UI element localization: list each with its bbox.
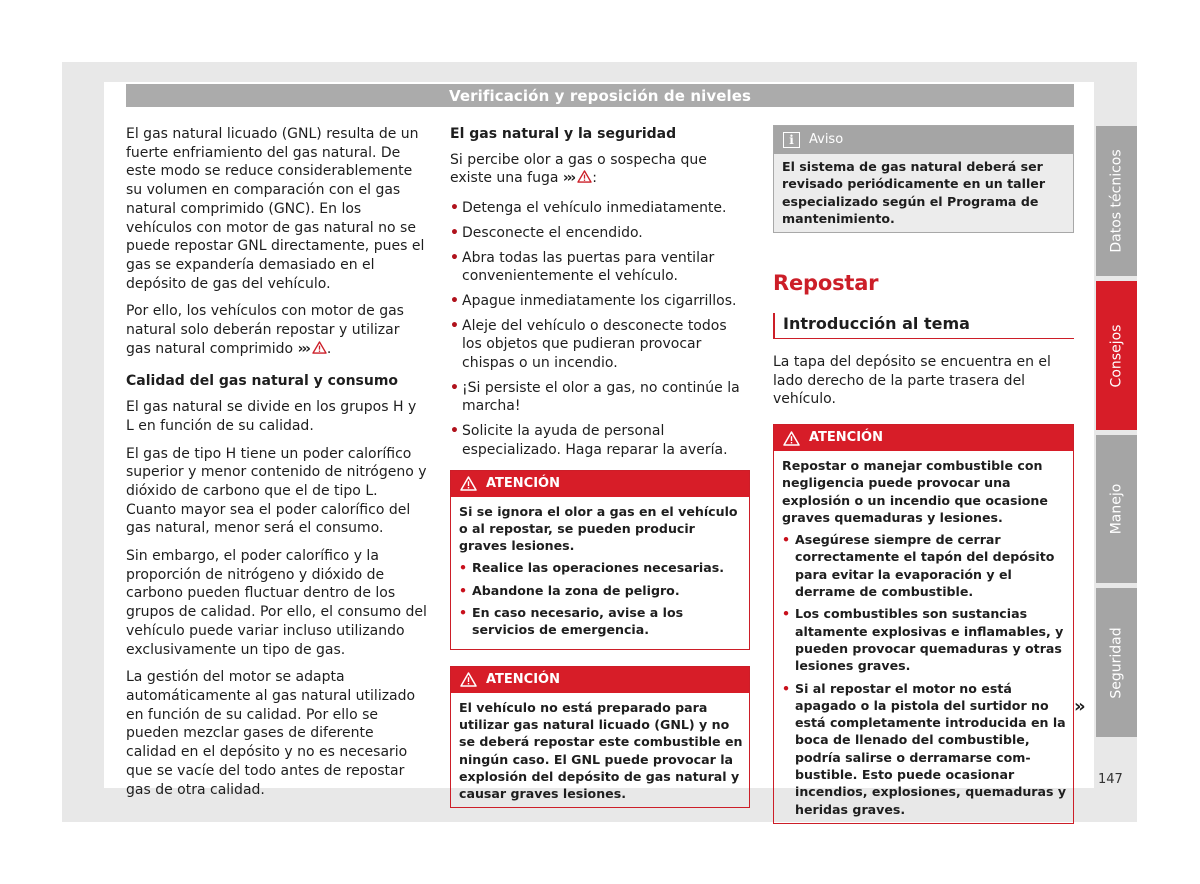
- tab-seguridad[interactable]: [1096, 588, 1137, 737]
- subsection-heading: Introducción al tema: [773, 313, 1074, 339]
- reference-arrows[interactable]: ›››: [562, 170, 575, 187]
- warning-box-body: [774, 451, 1073, 823]
- warning-box: [450, 470, 750, 650]
- tab-label: Seguridad: [1108, 626, 1125, 699]
- section-heading: Repostar: [773, 271, 879, 296]
- warning-box-header: [451, 471, 749, 497]
- list-item: • Solicite la ayuda de personal especializado. Haga reparar la avería.: [450, 422, 750, 459]
- warning-triangle-icon[interactable]: [577, 170, 592, 183]
- paragraph-text: Por ello, los vehículos con motor de gas natural solo deberán repostar y utilizar gas natural comprimido: [126, 303, 404, 357]
- warning-title: ATENCIÓN: [809, 430, 883, 446]
- column-3: [773, 125, 1074, 840]
- warning-box-header: [774, 425, 1073, 451]
- warning-box: [773, 424, 1074, 824]
- warning-title: ATENCIÓN: [486, 475, 560, 491]
- warning-bullet: • Abandone la zona de peligro.: [459, 582, 743, 599]
- page-number: 147: [1098, 772, 1123, 787]
- warning-triangle-icon: [460, 476, 477, 491]
- paragraph: La tapa del depósito se encuentra en el lado derecho de la parte trasera del vehículo.: [773, 353, 1051, 408]
- tab-consejos[interactable]: [1096, 281, 1137, 430]
- warning-text: Repostar o manejar combustible con negligencia puede provocar una explosión o un incendio que ocasione graves quemaduras y lesiones.: [782, 458, 1048, 525]
- warning-bullet: • En caso necesario, avise a los servicios de emergencia.: [459, 604, 743, 639]
- warning-triangle-icon: [460, 672, 477, 687]
- warning-triangle-icon[interactable]: [312, 341, 327, 354]
- paragraph: El gas de tipo H tiene un poder calorífico superior y menor contenido de nitrógeno y dióxido de carbono que el de tipo L. Cuanto mayor sea el poder calorífico del gas natural, menor será el consumo.: [126, 445, 427, 537]
- list-item: • Aleje del vehículo o desconecte todos los objetos que pudieran provocar chispas o un incendio.: [450, 317, 750, 373]
- subheading: Calidad del gas natural y consumo: [126, 373, 399, 390]
- note-box-header: [774, 126, 1073, 154]
- list-item: • ¡Si persiste el olor a gas, no continúe la marcha!: [450, 379, 750, 416]
- info-icon: i: [783, 132, 800, 148]
- list-item: • Apague inmediatamente los cigarrillos.: [450, 292, 750, 311]
- punctuation: :: [592, 170, 597, 187]
- note-text: El sistema de gas natural deberá ser revisado periódicamente en un taller especializado según el Programa de mantenimiento.: [774, 154, 1073, 232]
- warning-bullet: • Asegúrese siempre de cerrar correctamente el tapón del depósito para evitar la evaporación y el derrame de combustible.: [782, 531, 1067, 600]
- punctuation: .: [326, 340, 332, 357]
- subheading: El gas natural y la seguridad: [450, 126, 677, 142]
- warning-box: [450, 666, 750, 809]
- bullet-list: [450, 199, 750, 459]
- paragraph: [450, 151, 750, 188]
- paragraph: Sin embargo, el poder calorífico y la proporción de nitrógeno y dióxido de carbono pueden fluctuar dentro de los grupos de calidad. Por ello, el consumo del vehículo puede variar incluso utilizando exclusivamente un tipo de gas.: [126, 548, 427, 658]
- column-2: [450, 125, 750, 824]
- paragraph: El gas natural licuado (GNL) resulta de un fuerte enfriamiento del gas natural. De este modo se reduce considerablemente su volumen en comparación con el gas natural comprimido (GNC). En los vehículos con motor de gas natural no se puede repostar GNL directamente, pues el gas se expandería demasiado en el depósito de gas del vehículo.: [126, 126, 425, 292]
- double-chevron-icon[interactable]: »: [1074, 696, 1083, 717]
- paragraph: El gas natural se divide en los grupos H y L en función de su calidad.: [126, 399, 417, 434]
- warning-triangle-icon: [783, 431, 800, 446]
- warning-box-body: [451, 497, 749, 649]
- warning-box-body: [451, 693, 749, 808]
- column-1: [126, 125, 428, 808]
- list-item: • Detenga el vehículo inmediatamente.: [450, 199, 750, 218]
- warning-bullet: • Los combustibles son sustancias altamente explosivas e inflamables, y pueden provocar quemaduras y otras lesiones graves.: [782, 605, 1067, 674]
- tab-manejo[interactable]: [1096, 435, 1137, 583]
- list-item: • Abra todas las puertas para ventilar convenientemente el vehículo.: [450, 249, 750, 286]
- paragraph-text: Si percibe olor a gas o sospecha que existe una fuga: [450, 151, 707, 187]
- tab-label: Manejo: [1108, 483, 1125, 535]
- warning-bullet: • Realice las operaciones necesarias.: [459, 559, 743, 576]
- paragraph: La gestión del motor se adapta automáticamente al gas natural utilizado en función de su calidad. Por ello se pueden mezclar gases de diferente calidad en el depósito y no es necesario que se vacíe del todo antes de repostar gas de otra calidad.: [126, 669, 416, 798]
- tab-label: Datos técnicos: [1108, 149, 1125, 253]
- section-header: Verificación y reposición de niveles: [126, 84, 1074, 107]
- tab-label: Consejos: [1108, 324, 1125, 387]
- note-box: [773, 125, 1074, 233]
- warning-box-header: [451, 667, 749, 693]
- warning-bullet: • Si al repostar el motor no está apagado o la pistola del surtidor no está completamente introducida en la boca de llenado del combustible, podría salirse o derramarse combustible. Esto puede ocasionar incendios, explosiones, quemaduras y heridas graves.: [782, 680, 1067, 818]
- list-item: • Desconecte el encendido.: [450, 224, 750, 243]
- warning-text: Si se ignora el olor a gas en el vehículo o al repostar, se pueden producir graves lesiones.: [459, 503, 738, 554]
- note-title: Aviso: [809, 132, 844, 148]
- paragraph: [126, 302, 428, 358]
- warning-title: ATENCIÓN: [486, 671, 560, 687]
- reference-arrows[interactable]: ›››: [297, 340, 309, 357]
- tab-datos-tecnicos[interactable]: [1096, 126, 1137, 276]
- warning-text: El vehículo no está preparado para utilizar gas natural licuado (GNL) y no se deberá repostar este combustible en ningún caso. El GNL puede provocar la explosión del depósito de gas natural y causar graves lesiones.: [459, 699, 743, 802]
